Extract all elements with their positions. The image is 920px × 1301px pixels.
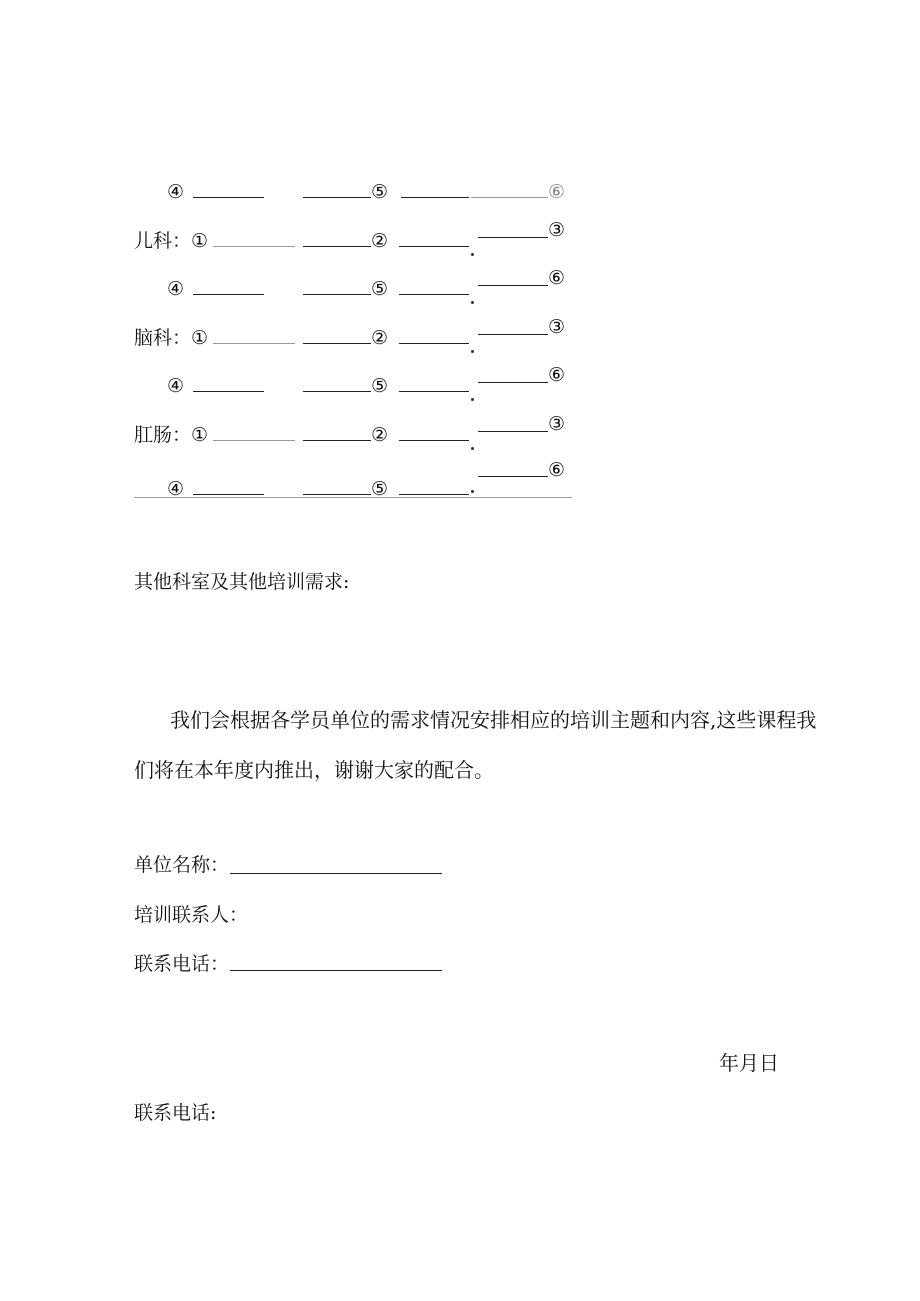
circled-1: ① — [191, 327, 209, 349]
contact-person-label: 培训联系人： — [134, 904, 249, 926]
blank-field[interactable] — [193, 494, 264, 495]
blank-field[interactable] — [303, 197, 371, 198]
blank-field[interactable] — [303, 246, 371, 247]
blank-field[interactable] — [399, 494, 469, 495]
unit-name-label: 单位名称： — [134, 854, 230, 876]
other-needs-label: 其他科室及其他培训需求: — [134, 571, 350, 593]
circled-4: ④ — [167, 375, 185, 397]
blank-field[interactable] — [399, 246, 469, 247]
circled-5: ⑤ — [371, 278, 389, 300]
dot-mark — [471, 350, 474, 353]
circled-4: ④ — [167, 478, 185, 500]
dot-mark — [471, 301, 474, 304]
paragraph-line-2: 们将在本年度内推出，谢谢大家的配合。 — [134, 758, 494, 782]
phone-label: 联系电话： — [134, 953, 230, 975]
circled-1: ① — [191, 424, 209, 446]
circled-4: ④ — [167, 278, 185, 300]
circled-3: ③ — [548, 316, 566, 338]
dot-mark — [471, 253, 474, 256]
unit-name-field[interactable] — [230, 873, 442, 874]
blank-field[interactable] — [478, 237, 548, 238]
circled-5: ⑤ — [371, 181, 389, 203]
circled-3: ③ — [548, 219, 566, 241]
blank-field[interactable] — [401, 197, 469, 198]
table-bottom-rule — [134, 497, 572, 498]
circled-4: ④ — [167, 181, 185, 203]
dept-label-anorectal: 肛肠： — [134, 424, 192, 446]
blank-field[interactable] — [399, 294, 469, 295]
paragraph-line-1: 我们会根据各学员单位的需求情况安排相应的培训主题和内容,这些课程我 — [170, 708, 817, 732]
circled-2: ② — [371, 230, 389, 252]
circled-5: ⑤ — [371, 375, 389, 397]
blank-field[interactable] — [193, 391, 264, 392]
blank-field[interactable] — [478, 285, 548, 286]
blank-field[interactable] — [399, 391, 469, 392]
blank-field[interactable] — [303, 294, 371, 295]
dot-mark — [471, 490, 474, 493]
blank-field[interactable] — [478, 334, 548, 335]
blank-field[interactable] — [303, 391, 371, 392]
circled-5: ⑤ — [371, 478, 389, 500]
date-label: 年月日 — [719, 1051, 779, 1075]
blank-field[interactable] — [193, 197, 264, 198]
circled-6: ⑥ — [548, 459, 566, 481]
circled-2: ② — [371, 424, 389, 446]
blank-field[interactable] — [303, 343, 371, 344]
blank-field[interactable] — [213, 343, 295, 344]
blank-field[interactable] — [213, 440, 295, 441]
circled-2: ② — [371, 327, 389, 349]
circled-6: ⑥ — [548, 364, 566, 386]
circled-6: ⑥ — [548, 181, 566, 203]
blank-field[interactable] — [399, 440, 469, 441]
blank-field[interactable] — [193, 294, 264, 295]
dot-mark — [471, 447, 474, 450]
dept-label-pediatrics: 儿科： — [134, 230, 192, 252]
blank-field[interactable] — [399, 343, 469, 344]
blank-field[interactable] — [478, 431, 548, 432]
dot-mark — [471, 398, 474, 401]
phone-label-2: 联系电话: — [134, 1102, 217, 1124]
blank-field[interactable] — [478, 382, 548, 383]
circled-3: ③ — [548, 413, 566, 435]
blank-field[interactable] — [471, 197, 548, 198]
circled-6: ⑥ — [548, 267, 566, 289]
blank-field[interactable] — [213, 246, 295, 247]
blank-field[interactable] — [478, 476, 548, 477]
phone-field[interactable] — [230, 970, 442, 971]
circled-1: ① — [191, 230, 209, 252]
blank-field[interactable] — [303, 440, 371, 441]
blank-field[interactable] — [303, 494, 371, 495]
dept-label-neurology: 脑科： — [134, 327, 192, 349]
